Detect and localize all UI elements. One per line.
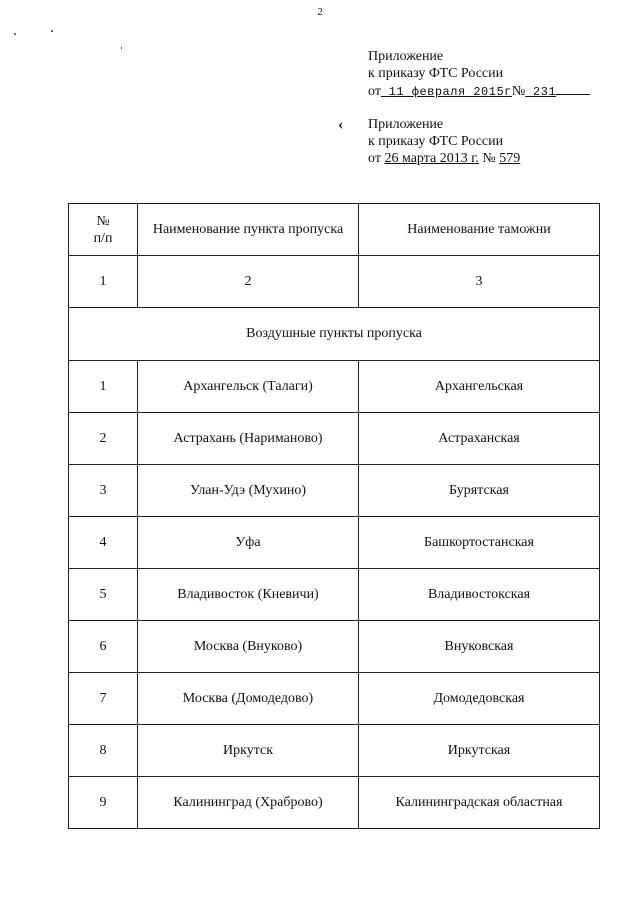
scan-speck [14, 33, 16, 35]
page-number: 2 [317, 6, 323, 18]
header-line-3 [368, 150, 520, 167]
row-number: 9 [69, 777, 138, 829]
checkpoint-name: Москва (Домодедово) [138, 673, 359, 725]
order-date: 11 февраля 2015г [388, 85, 512, 99]
column-numbering-row [69, 256, 600, 308]
prefix-text: от [368, 84, 381, 99]
checkpoints-table [68, 203, 600, 829]
table-row [69, 777, 600, 829]
row-number: 5 [69, 569, 138, 621]
row-number: 2 [69, 413, 138, 465]
header-line-2: к приказу ФТС России [368, 66, 504, 81]
prefix-text: от [368, 151, 381, 166]
checkpoint-name: Улан-Удэ (Мухино) [138, 465, 359, 517]
table-row [69, 725, 600, 777]
header-point-name: Наименование пункта пропуска [138, 204, 359, 256]
table-row [69, 361, 600, 413]
number-sign: № [511, 84, 526, 99]
table-row [69, 465, 600, 517]
checkpoint-name: Калининград (Храброво) [138, 777, 359, 829]
table-row [69, 517, 600, 569]
table-row [69, 621, 600, 673]
scan-speck [121, 47, 122, 49]
scan-speck [51, 30, 53, 32]
customs-name: Башкортостанская [359, 517, 600, 569]
customs-name: Астраханская [359, 413, 600, 465]
checkpoint-name: Астрахань (Нариманово) [138, 413, 359, 465]
customs-name: Владивостокская [359, 569, 600, 621]
header-number: № п/п [69, 204, 138, 256]
section-row [69, 308, 600, 361]
header-customs-name: Наименование таможни [359, 204, 600, 256]
checkpoint-name: Иркутск [138, 725, 359, 777]
column-number: 2 [138, 256, 359, 308]
number-sign: № [482, 151, 496, 166]
row-number: 6 [69, 621, 138, 673]
row-number: 3 [69, 465, 138, 517]
header-line-3 [368, 82, 590, 101]
checkpoint-name: Архангельск (Талаги) [138, 361, 359, 413]
order-number: 231 [532, 85, 557, 99]
customs-name: Архангельская [359, 361, 600, 413]
column-number: 1 [69, 256, 138, 308]
row-number: 1 [69, 361, 138, 413]
handwritten-mark-icon: ‹ [338, 116, 344, 133]
table-row [69, 673, 600, 725]
header-line-1: Приложение [368, 49, 444, 64]
table-row [69, 413, 600, 465]
table-row [69, 569, 600, 621]
current-order-header [368, 48, 590, 101]
checkpoint-name: Москва (Внуково) [138, 621, 359, 673]
customs-name: Бурятская [359, 465, 600, 517]
row-number: 4 [69, 517, 138, 569]
row-number: 8 [69, 725, 138, 777]
previous-order-header [368, 116, 520, 167]
order-number: 579 [499, 151, 521, 166]
checkpoint-name: Владивосток (Кневичи) [138, 569, 359, 621]
customs-name: Внуковская [359, 621, 600, 673]
section-title: Воздушные пункты пропуска [69, 308, 600, 361]
column-number: 3 [359, 256, 600, 308]
header-line-1: Приложение [368, 117, 444, 132]
row-number: 7 [69, 673, 138, 725]
checkpoint-name: Уфа [138, 517, 359, 569]
customs-name: Калининградская областная [359, 777, 600, 829]
header-line-2: к приказу ФТС России [368, 134, 504, 149]
order-date: 26 марта 2013 г. [384, 151, 479, 166]
underline-fill [556, 82, 590, 95]
customs-name: Домодедовская [359, 673, 600, 725]
table-header-row [69, 204, 600, 256]
customs-name: Иркутская [359, 725, 600, 777]
